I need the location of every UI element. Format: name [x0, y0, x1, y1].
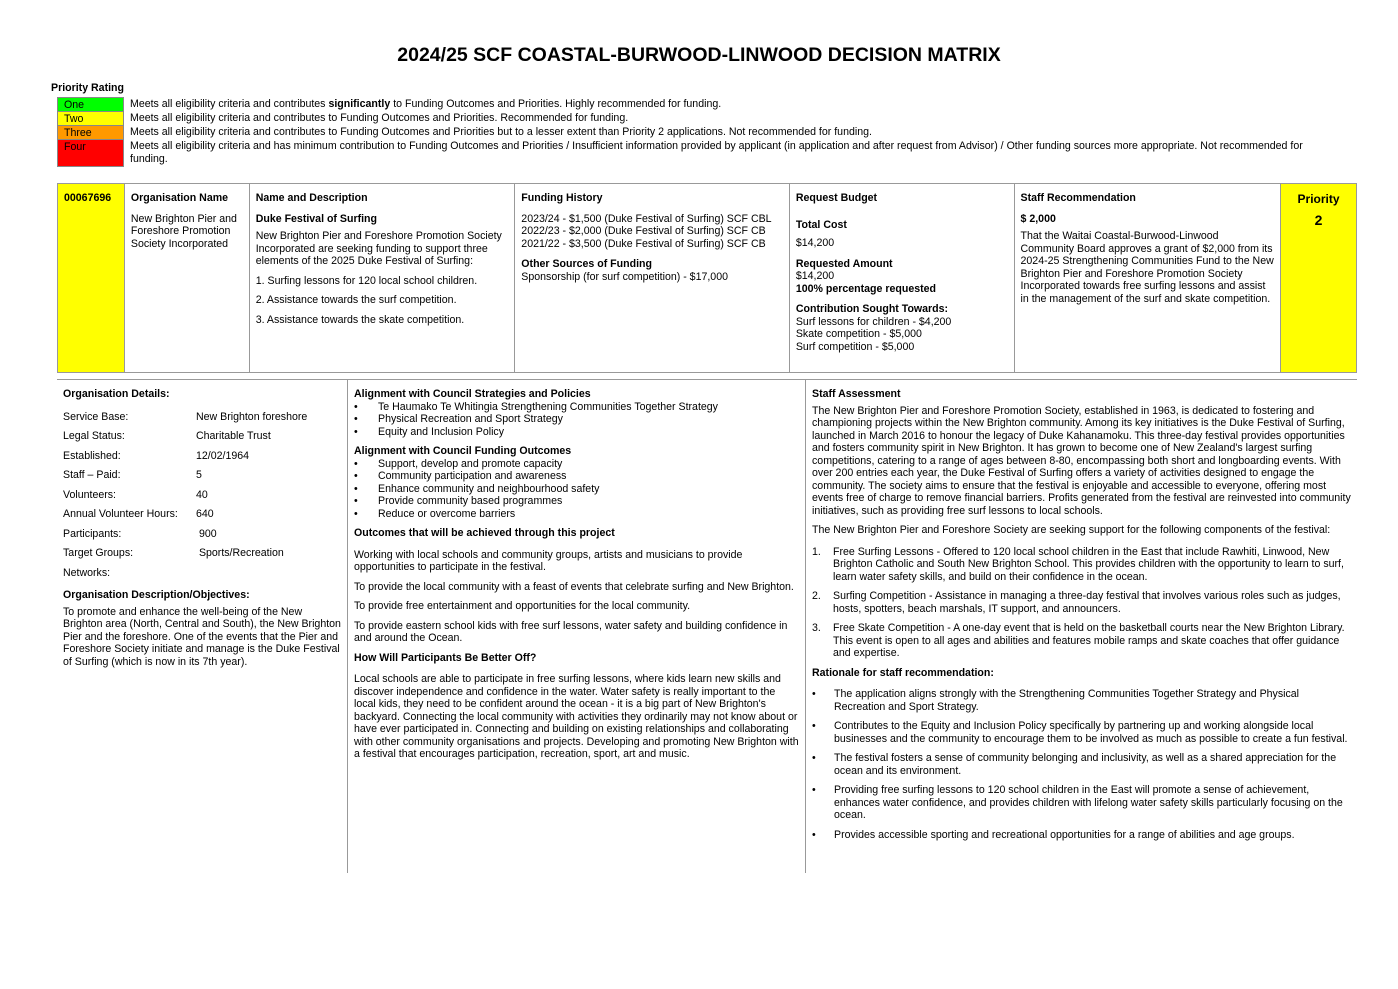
list-number: 2. — [812, 590, 821, 602]
organisation-description-heading: Organisation Description/Objectives: — [63, 589, 250, 601]
list-item: • Te Haumako Te Whitingia Strengthening Communities Together Strategy — [354, 401, 799, 414]
list-item: • Providing free surfing lessons to 120 school children in the East will promote a sense of achievement, enhances water confidence, and provides children with lifelong water safety skills particularly focusing on the ocean. — [812, 784, 1351, 822]
legend-row-one — [57, 97, 1317, 111]
priority-value: 2 — [1314, 212, 1323, 229]
list-number: 1. — [812, 545, 821, 558]
contribution-heading: Contribution Sought Towards: — [795, 303, 949, 315]
list-item: • Enhance community and neighbourhood safety — [354, 483, 799, 496]
priority-heading: Priority — [1297, 192, 1340, 206]
staff-recommendation-heading: Staff Recommendation — [1020, 192, 1136, 204]
organisation-name: New Brighton Pier and Foreshore Promotion Society Incorporated — [130, 212, 237, 250]
detail-key: Service Base: — [63, 410, 129, 423]
list-item: • Provide community based programmes — [354, 495, 799, 508]
detail-value: 5 — [196, 469, 202, 481]
organisation-details-heading: Organisation Details: — [63, 388, 170, 400]
project-item: 2. Assistance towards the surf competition. — [255, 294, 457, 306]
detail-value: 640 — [196, 508, 214, 520]
better-off-heading: How Will Participants Be Better Off? — [354, 651, 537, 664]
legend-text-one — [124, 97, 721, 111]
detail-value: 40 — [196, 488, 208, 501]
detail-value: Charitable Trust — [196, 430, 271, 442]
legend-swatch-four: Four — [57, 139, 124, 167]
detail-row — [63, 450, 341, 463]
detail-value: New Brighton foreshore — [196, 410, 308, 423]
detail-value: Sports/Recreation — [196, 547, 284, 559]
project-outcome: To provide the local community with a feast of events that celebrate surfing and New Brighton. — [354, 580, 794, 593]
contribution-item: Surf competition - $5,000 — [795, 340, 915, 353]
staff-recommendation-cell — [1015, 184, 1282, 372]
decision-matrix-row — [57, 183, 1357, 373]
name-description-cell — [250, 184, 516, 372]
list-item: • Provides accessible sporting and recreational opportunities for a range of abilities and age groups. — [812, 829, 1351, 842]
requested-amount-heading: Requested Amount — [795, 257, 893, 270]
list-item: • Contributes to the Equity and Inclusion Policy specifically by partnering up and working alongside local businesses and the community to encourage them to be involved as much as possible to create a fun festival. — [812, 720, 1351, 745]
detail-row — [63, 528, 341, 541]
legend-swatch-three: Three — [57, 125, 124, 139]
assessment-paragraph: The New Brighton Pier and Foreshore Society are seeking support for the following components of the festival: — [812, 524, 1331, 536]
total-cost: $14,200 — [795, 237, 835, 249]
name-description-heading: Name and Description — [255, 192, 368, 204]
contribution-item: Surf lessons for children - $4,200 — [795, 315, 952, 328]
project-outcome: Working with local schools and community groups, artists and musicians to provide opportunities to participate in the festival. — [354, 548, 743, 573]
legend-text-strong: significantly — [328, 98, 391, 110]
project-outcome: To provide free entertainment and opportunities for the local community. — [354, 600, 691, 612]
application-id: 00067696 — [64, 192, 112, 204]
detail-row — [63, 547, 341, 560]
detail-key: Volunteers: — [63, 488, 117, 501]
funding-history-item: 2022/23 - $2,000 (Duke Festival of Surfing) SCF CB — [521, 225, 766, 237]
organisation-details-column — [57, 380, 348, 873]
other-sources: Sponsorship (for surf competition) - $17,000 — [521, 270, 728, 283]
detail-row — [63, 411, 341, 424]
list-item: • The application aligns strongly with the Strengthening Communities Together Strategy and Physical Recreation and Sport Strategy. — [812, 688, 1351, 713]
list-item: • Equity and Inclusion Policy — [354, 426, 799, 439]
percentage-requested: 100% percentage requested — [795, 282, 936, 295]
funding-outcomes-list — [354, 458, 799, 521]
rationale-list — [812, 688, 1351, 841]
other-sources-heading: Other Sources of Funding — [521, 258, 652, 270]
list-item — [812, 546, 1351, 584]
rationale-heading: Rationale for staff recommendation: — [812, 666, 994, 679]
funding-history-heading: Funding History — [521, 192, 603, 204]
funding-history-item: 2021/22 - $3,500 (Duke Festival of Surfing) SCF CB — [521, 237, 766, 250]
better-off-text: Local schools are able to participate in free surfing lessons, where kids learn new skills and discover independence and confidence in the water. Water safety is really important to the local kids, they need to be confident around the ocean - it is a big part of New Brighton's backyard. Connecting the local community with activities they ordinarily may not know about or have ever participated in. Connecting and building on existing relationships and collaborating with other community organisations and projects. Developing and promoting New Brighton with a festival that encourages participation, recreation, sport, art and music. — [354, 673, 799, 760]
list-text: Free Surfing Lessons - Offered to 120 local school children in the East that include Rawhiti, Linwood, New Brighton Catholic and South New Brighton School. This provides children with the opportunity to learn to surf, learn water safety skills, and build on their confidence in the ocean. — [833, 545, 1344, 583]
detail-key: Established: — [63, 449, 121, 462]
contribution-item: Skate competition - $5,000 — [795, 328, 922, 340]
legend-row-two — [57, 111, 1317, 125]
legend-row-three — [57, 125, 1317, 139]
assessment-section — [57, 379, 1357, 873]
detail-row — [63, 469, 341, 482]
priority-legend — [57, 97, 1317, 167]
components-list — [812, 546, 1351, 660]
legend-text-three: Meets all eligibility criteria and contributes to Funding Outcomes and Priorities but to a lesser extent than Priority 2 applications. Not recommended for funding. — [130, 126, 872, 138]
requested-amount: $14,200 — [795, 270, 835, 282]
strategies-list — [354, 401, 799, 439]
list-item — [812, 622, 1351, 660]
detail-row — [63, 489, 341, 502]
page-title: 2024/25 SCF COASTAL-BURWOOD-LINWOOD DECISION MATRIX — [397, 44, 1001, 66]
list-item: • Community participation and awareness — [354, 470, 799, 483]
detail-value: 12/02/1964 — [196, 449, 250, 462]
organisation-description: To promote and enhance the well-being of the New Brighton area (North, Central and South), the New Brighton Pier and the foreshore. One of the events that the Pier and Foreshore Society initiate and manage is the Duke Festival of Surfing (which is now in its 7th year). — [63, 605, 341, 668]
project-item: 3. Assistance towards the skate competition. — [255, 313, 465, 326]
legend-swatch-two: Two — [57, 111, 124, 125]
detail-key: Annual Volunteer Hours: — [63, 508, 178, 520]
staff-assessment-column — [806, 380, 1357, 873]
detail-key: Networks: — [63, 566, 111, 579]
funding-history-item: 2023/24 - $1,500 (Duke Festival of Surfing) SCF CBL — [521, 212, 772, 225]
project-description: New Brighton Pier and Foreshore Promotion Society Incorporated are seeking funding to support three elements of the 2025 Duke Festival of Surfing: — [255, 230, 502, 267]
list-item: • Physical Recreation and Sport Strategy — [354, 413, 799, 426]
legend-row-four — [57, 139, 1317, 167]
legend-text-post: to Funding Outcomes and Priorities. Highly recommended for funding. — [390, 98, 722, 110]
list-text: Free Skate Competition - A one-day event that is held on the basketball courts near the New Brighton Library. This event is open to all ages and abilities and features mobile ramps and skate coaches that offer guidance and expertise. — [833, 622, 1345, 659]
organisation-name-cell — [125, 184, 250, 372]
request-budget-cell — [790, 184, 1015, 372]
legend-text-four: Meets all eligibility criteria and has minimum contribution to Funding Outcomes and Priorities / Insufficient information provided by applicant (in application and after request from Advisor) / Other funding sources more appropriate. Not recommended for funding. — [130, 140, 1303, 165]
project-outcomes-heading: Outcomes that will be achieved through this project — [354, 527, 615, 539]
detail-key: Participants: — [63, 527, 122, 540]
detail-key: Target Groups: — [63, 547, 134, 559]
detail-row — [63, 430, 341, 443]
application-id-cell — [58, 184, 125, 372]
project-title: Duke Festival of Surfing — [255, 212, 377, 225]
priority-cell — [1281, 184, 1356, 372]
total-cost-heading: Total Cost — [795, 218, 847, 231]
legend-text-pre: Meets all eligibility criteria and contributes — [130, 98, 329, 110]
list-text: Surfing Competition - Assistance in managing a three-day festival that involves various roles such as judges, hosts, spotters, beach marshals, IT support, and announcers. — [833, 590, 1341, 615]
organisation-name-heading: Organisation Name — [130, 192, 229, 204]
legend-text-two: Meets all eligibility criteria and contributes to Funding Outcomes and Priorities. Recommended for funding. — [130, 112, 629, 124]
project-item: 1. Surfing lessons for 120 local school children. — [255, 274, 478, 287]
detail-row — [63, 567, 341, 580]
request-budget-heading: Request Budget — [795, 192, 878, 204]
staff-assessment-heading: Staff Assessment — [812, 388, 901, 400]
list-number: 3. — [812, 622, 821, 634]
funding-outcomes-heading: Alignment with Council Funding Outcomes — [354, 445, 572, 457]
strategies-heading: Alignment with Council Strategies and Policies — [354, 388, 591, 400]
list-item — [812, 590, 1351, 615]
detail-value: 900 — [196, 527, 217, 540]
assessment-paragraph: The New Brighton Pier and Foreshore Promotion Society, established in 1963, is dedicated to fostering and championing projects within the New Brighton community. Among its key initiatives is the Duke Festival of Surfing, launched in March 2016 to honour the legacy of Duke Kahanamoku. This three-day festival provides opportunities and fosters community spirit in New Brighton. It has grown to become one of New Zealand's largest surfing competitions, catering to a range of ages between 8-80, encompassing both short and longboarding events. With over 200 entries each year, the Duke Festival of Surfing offers a variety of activities designed to engage the community. The society aims to ensure that the festival is enjoyable and accessible to everyone, offering most events free of charge to remove financial barriers. Profits generated from the festival are reinvested into community initiatives, such as providing free surf lessons to local schools. — [812, 404, 1351, 517]
list-item: • The festival fosters a sense of community belonging and inclusivity, as well as a shared appreciation for the ocean and its environment. — [812, 752, 1351, 777]
legend-swatch-one: One — [57, 97, 124, 111]
project-outcome: To provide eastern school kids with free surf lessons, water safety and building confidence in and around the Ocean. — [354, 619, 788, 644]
funding-history-cell — [515, 184, 790, 372]
alignment-column — [348, 380, 806, 873]
list-item: • Support, develop and promote capacity — [354, 458, 799, 471]
staff-recommendation-amount: $ 2,000 — [1020, 212, 1056, 225]
detail-key: Staff – Paid: — [63, 469, 121, 481]
staff-recommendation-text: That the Waitai Coastal-Burwood-Linwood Community Board approves a grant of $2,000 from its 2024-25 Strengthening Communities Fund to the New Brighton Pier and Foreshore Promotion Society Incorporated towards free surfing lessons and assist in the management of the surf and skate competition. — [1020, 230, 1274, 305]
detail-key: Legal Status: — [63, 430, 125, 442]
detail-row — [63, 508, 341, 521]
list-item: • Reduce or overcome barriers — [354, 508, 799, 521]
priority-rating-heading: Priority Rating — [51, 82, 124, 94]
